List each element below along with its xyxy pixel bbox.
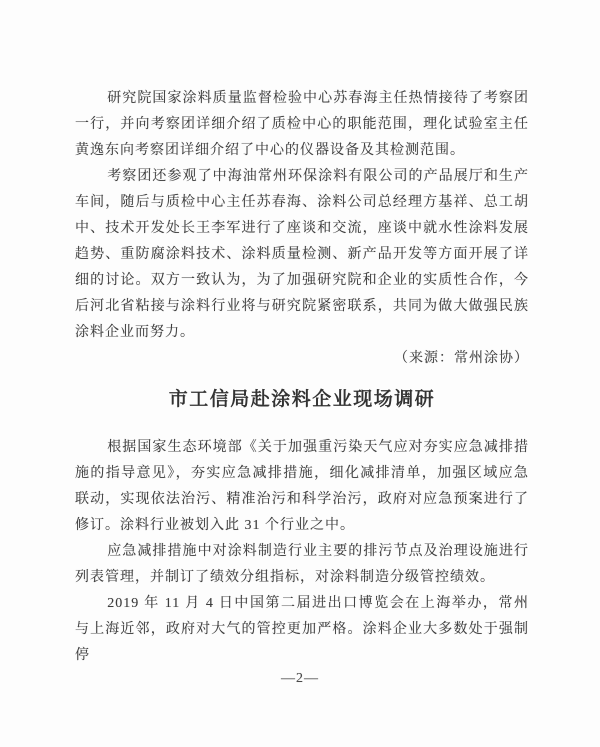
article2-paragraph-2: 应急减排措施中对涂料制造行业主要的排污节点及治理设施进行列表管理，并制订了绩效分组指标，对涂料制造分级管控绩效。 [75, 544, 529, 585]
article2-paragraph-3: 2019 年 11 月 4 日中国第二届进出口博览会在上海举办，常州与上海近邻，政府对大气的管控更加严格。涂料企业大多数处于强制停 [75, 596, 529, 663]
article2-paragraph-1: 根据国家生态环境部《关于加强重污染天气应对夯实应急减排措施的指导意见》，夯实应急减排措施，细化减排清单，加强区域应急联动，实现依法治污、精准治污和科学治污，政府对应急预案进行了修订。涂料行业被划入此 31 个行业之中。 [75, 440, 529, 533]
article1-paragraph-2: 考察团还参观了中海油常州环保涂料有限公司的产品展厅和生产车间，随后与质检中心主任苏春海、涂料公司总经理方基祥、总工胡中、技术开发处长王李军进行了座谈和交流，座谈中就水性涂料发展趋势、重防腐涂料技术、涂料质量检测、新产品开发等方面开展了详细的讨论。双方一致认为，为了加强研究院和企业的实质性合作，今后河北省粘接与涂料行业将与研究院紧密联系，共同为做大做强民族涂料企业而努力。 [75, 169, 529, 340]
page-content [75, 86, 529, 669]
page-number: —2— [281, 671, 319, 686]
article1-paragraph-1: 研究院国家涂料质量监督检验中心苏春海主任热情接待了考察团一行，并向考察团详细介绍了质检中心的职能范围，理化试验室主任黄逸东向考察团详细介绍了中心的仪器设备及其检测范围。 [75, 91, 529, 158]
article2-heading: 市工信局赴涂料企业现场调研 [168, 389, 436, 410]
article1-source-attribution: （来源：常州涂协） [394, 351, 529, 366]
